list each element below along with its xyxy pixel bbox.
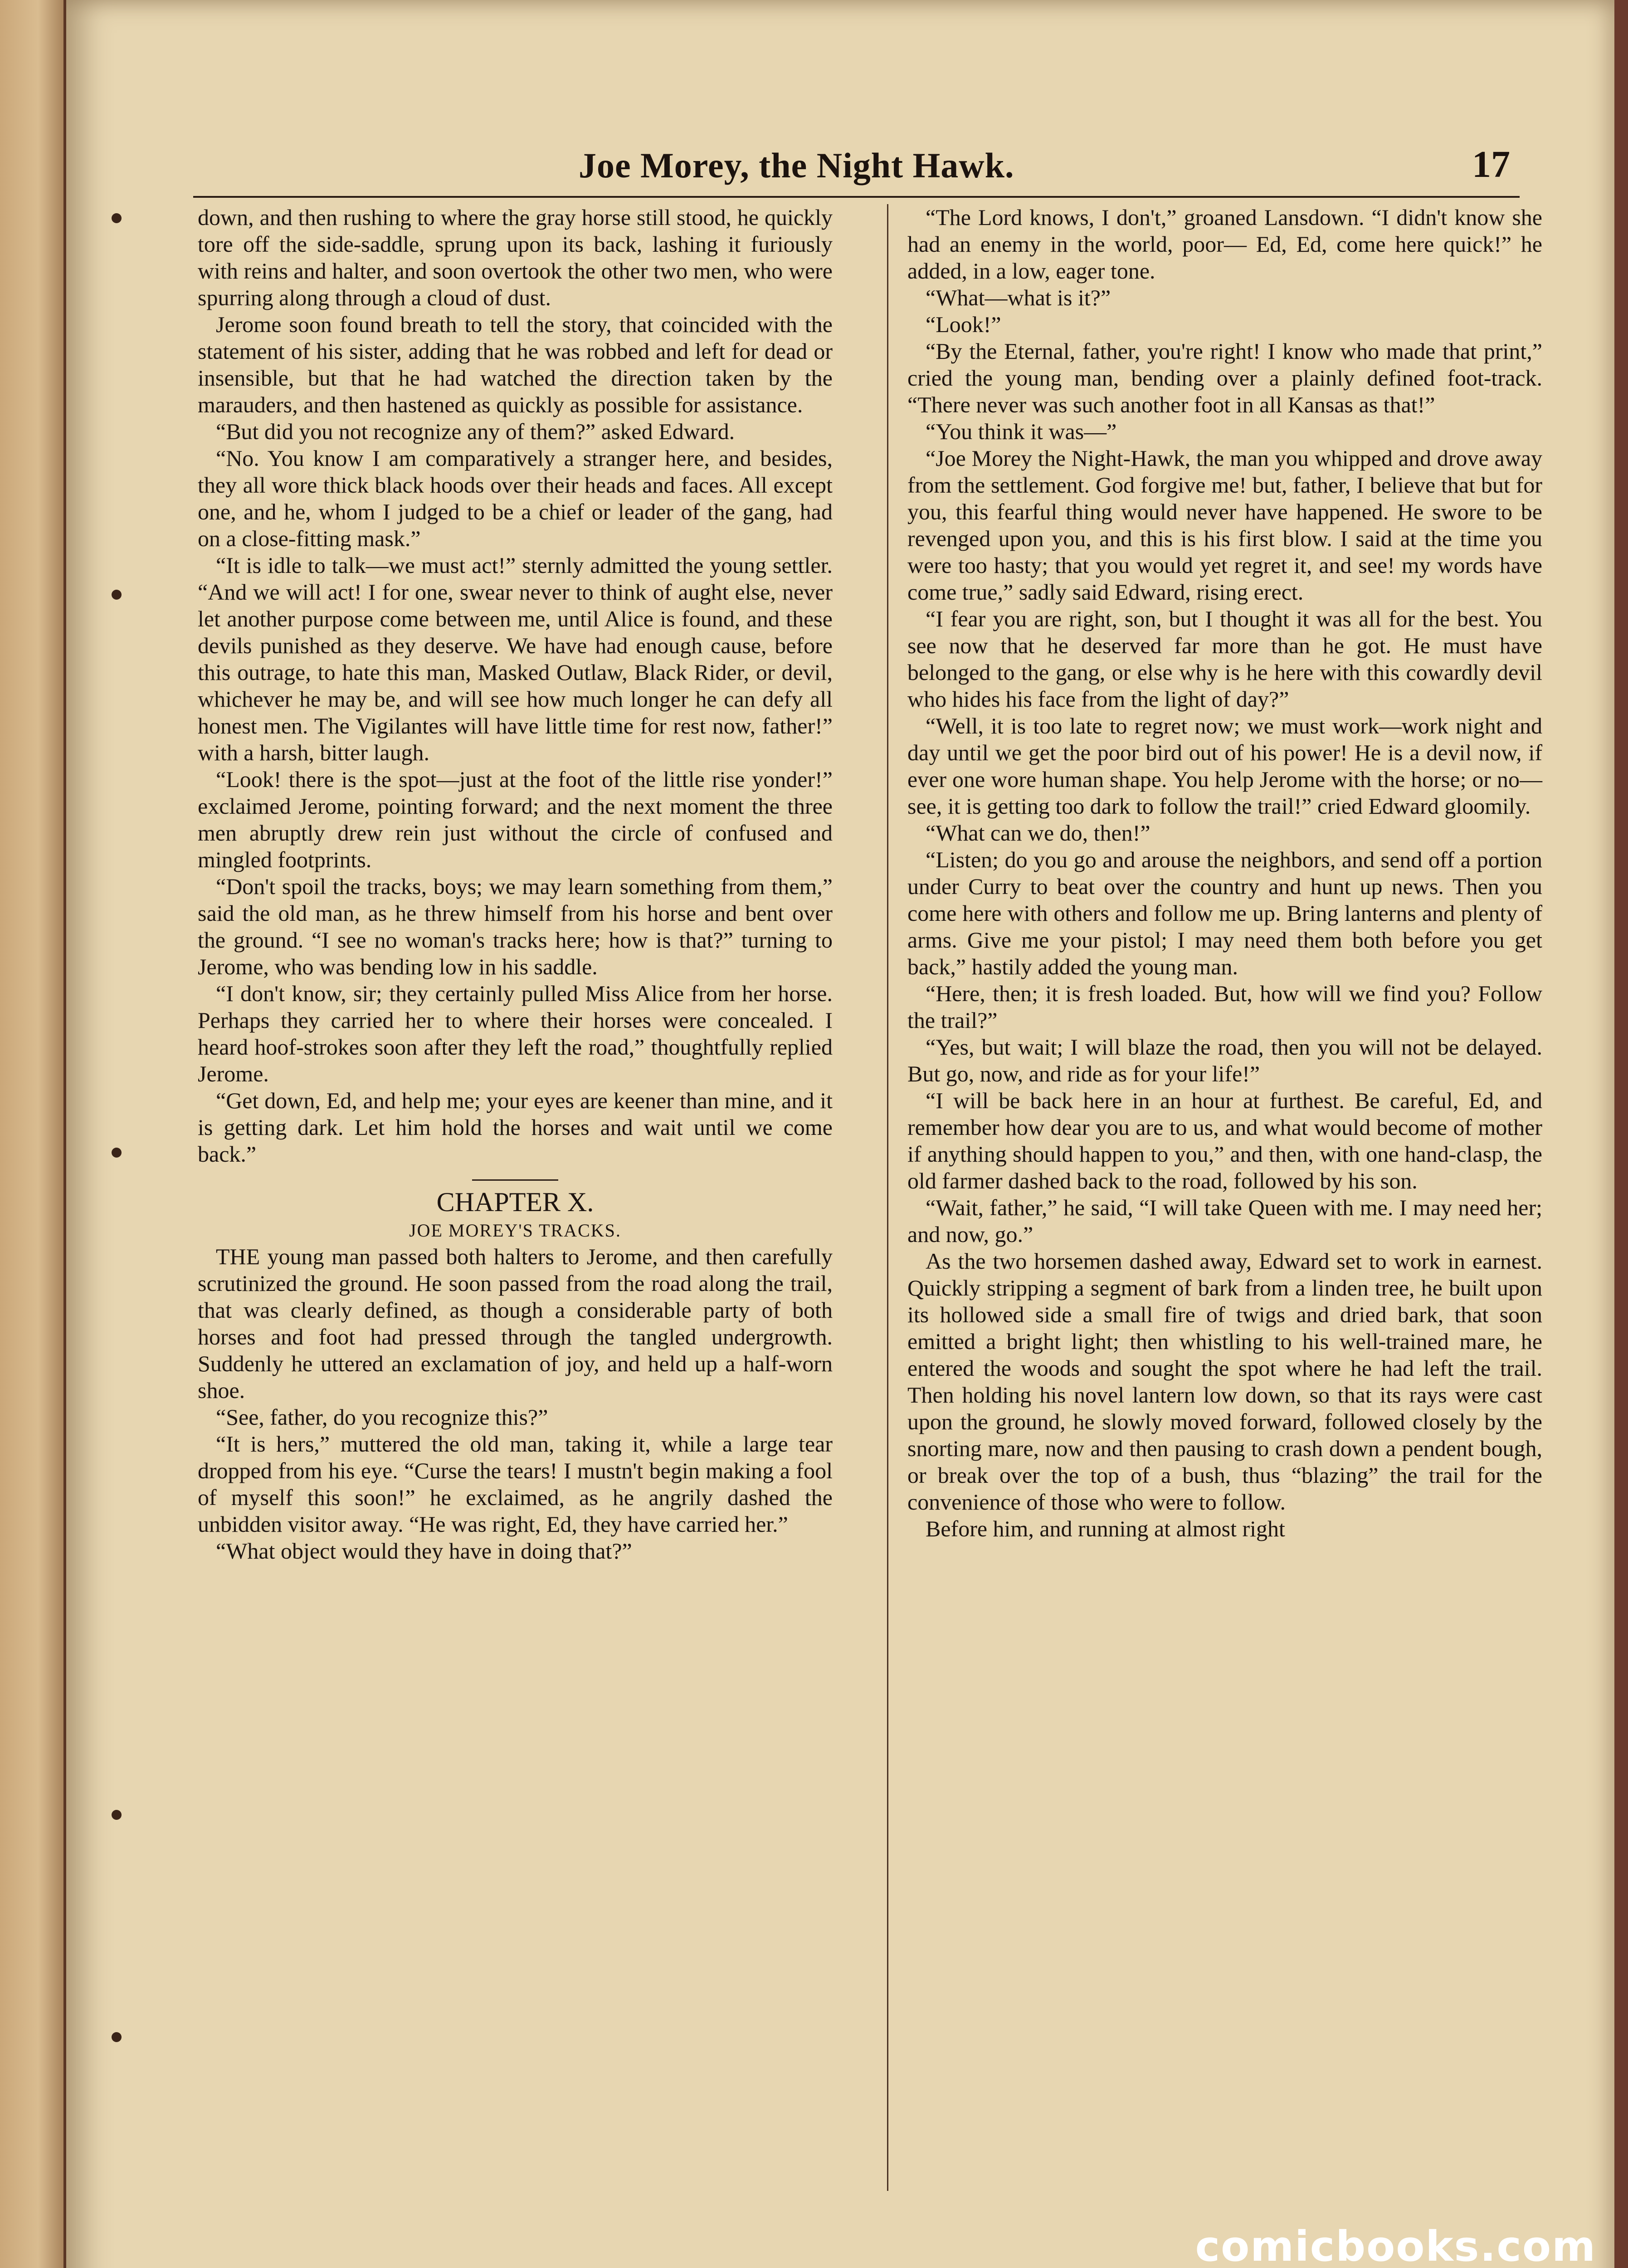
page-number: 17 bbox=[1472, 143, 1510, 186]
paragraph: “It is hers,” muttered the old man, taking it, while a large tear dropped from his eye. “Curse the tears! I mustn't begin making a fool of myself this soon!” he exclaimed, as he angrily dashed the unbidden visitor away. “He was right, Ed, they have carried her.” bbox=[198, 1431, 833, 1537]
paragraph: “What—what is it?” bbox=[926, 285, 1111, 310]
paragraph: “By the Eternal, father, you're right! I know who made that print,” cried the young man, bending over a plainly defined foot-track. “There never was such another foot in all Kansas as that!” bbox=[907, 338, 1542, 417]
paragraph: Jerome soon found breath to tell the story, that coincided with the statement of his sister, adding that he was robbed and left for dead or insensible, but that he had watched the direction taken by the marauders, and then hastened as quickly as possible for assistance. bbox=[198, 312, 833, 417]
paragraph: “Well, it is too late to regret now; we must work—work night and day until we get the poor bird out of his power! He is a devil now, if ever one wore human shape. You help Jerome with the horse; or no—see, it is getting too dark to follow the trail!” cried Edward gloomily. bbox=[907, 713, 1542, 819]
binding-stitch bbox=[112, 1148, 122, 1158]
chapter-title: CHAPTER X. bbox=[436, 1187, 594, 1217]
paragraph: “Here, then; it is fresh loaded. But, how will we find you? Follow the trail?” bbox=[907, 981, 1542, 1033]
page-header bbox=[66, 136, 1614, 200]
paragraph: “But did you not recognize any of them?” asked Edward. bbox=[216, 419, 735, 444]
paragraph: “Look!” bbox=[926, 312, 1001, 337]
paragraph: “You think it was—” bbox=[926, 419, 1117, 444]
paragraph: down, and then rushing to where the gray horse still stood, he quickly tore off the side-saddle, sprung upon its back, lashing it furiously with reins and halter, and soon overtook the other two men, who were spurring along through a cloud of dust. bbox=[198, 205, 833, 310]
paragraph: “No. You know I am comparatively a stranger here, and besides, they all wore thick black hoods over their heads and faces. All except one, and he, whom I judged to be a chief or leader of the gang, had on a close-fitting mask.” bbox=[198, 445, 833, 551]
paragraph: “See, father, do you recognize this?” bbox=[216, 1404, 548, 1430]
binding-stitch bbox=[112, 1810, 122, 1820]
paragraph: “Joe Morey the Night-Hawk, the man you whipped and drove away from the settlement. God forgive me! but, father, I believe that but for you, this fearful thing would never have happened. He swore to be revenged upon you, and this is his first blow. I said at the time you were too hasty; that you would yet regret it, and see! my words have come true,” sadly said Edward, rising erect. bbox=[907, 445, 1542, 605]
paragraph: “Listen; do you go and arouse the neighbors, and send off a portion under Curry to beat over the country and hunt up news. Then you come here with others and follow me up. Bring lanterns and plenty of arms. Give me your pistol; I may need them both before you get back,” hastily added the young man. bbox=[907, 847, 1542, 979]
paragraph: “Yes, but wait; I will blaze the road, then you will not be delayed. But go, now, and ride as for your life!” bbox=[907, 1034, 1542, 1086]
paragraph: Before him, and running at almost right bbox=[926, 1516, 1285, 1541]
paragraph: “I fear you are right, son, but I thought it was all for the best. You see now that he deserved far more than he got. He must have belonged to the gang, or else why is he here with this cowardly devil who hides his face from the light of day?” bbox=[907, 606, 1542, 712]
column-divider bbox=[887, 204, 888, 2191]
paragraph: “I don't know, sir; they certainly pulled Miss Alice from her horse. Perhaps they carried her to where their horses were concealed. I heard hoof-strokes soon after they left the road,” thoughtfully replied Jerome. bbox=[198, 981, 833, 1086]
left-column bbox=[198, 204, 833, 2200]
running-title: Joe Morey, the Night Hawk. bbox=[579, 146, 1014, 185]
binding-stitch bbox=[112, 2032, 122, 2042]
binding-stitch bbox=[112, 213, 122, 223]
chapter-rule bbox=[472, 1179, 558, 1181]
paragraph: “I will be back here in an hour at furthest. Be careful, Ed, and remember how dear you are to us, and what would become of mother if anything should happen to you,” and then, with one hand-clasp, the old farmer dashed back to the road, followed by his son. bbox=[907, 1088, 1542, 1193]
paragraph: “Get down, Ed, and help me; your eyes are keener than mine, and it is getting dark. Let him hold the horses and wait until we come back.” bbox=[198, 1088, 833, 1167]
paragraph: “What can we do, then!” bbox=[926, 820, 1150, 846]
binding-stitch bbox=[112, 590, 122, 600]
paragraph: “The Lord knows, I don't,” groaned Lansdown. “I didn't know she had an enemy in the world, poor— Ed, Ed, come here quick!” he added, in a low, eager tone. bbox=[907, 205, 1542, 284]
paragraph: “It is idle to talk—we must act!” sternly admitted the young settler. “And we will act! I for one, swear never to think of aught else, never let another purpose come between me, until Alice is found, and these devils punished as they deserve. We have had enough cause, before this outrage, to hate this man, Masked Outlaw, Black Rider, or devil, whichever he may be, and will see how much longer he can defy all honest men. The Vigilantes will have little time for rest now, father!” with a harsh, bitter laugh. bbox=[198, 552, 833, 765]
paragraph: THE young man passed both halters to Jerome, and then carefully scrutinized the ground. He soon passed from the road along the trail, that was clearly defined, as though a considerable party of both horses and foot had pressed through the tangled undergrowth. Suddenly he uttered an exclamation of joy, and held up a half-worn shoe. bbox=[198, 1244, 833, 1403]
right-column bbox=[907, 204, 1542, 2200]
paragraph: As the two horsemen dashed away, Edward set to work in earnest. Quickly stripping a segment of bark from a linden tree, he built upon its hollowed side a small fire of twigs and dried bark, that soon emitted a bright light; then whistling to his well-trained mare, he entered the woods and sought the spot where he had left the trail. Then holding his novel lantern low down, so that its rays were cast upon the ground, he slowly moved forward, followed closely by the snorting mare, now and then pausing to crash down a pendent bough, or break over the top of a bush, thus “blazing” the trail for the convenience of those who were to follow. bbox=[907, 1248, 1542, 1515]
chapter-subtitle: JOE MOREY'S TRACKS. bbox=[409, 1220, 621, 1241]
book-page bbox=[66, 0, 1614, 2268]
paragraph: “Wait, father,” he said, “I will take Queen with me. I may need her; and now, go.” bbox=[907, 1195, 1542, 1247]
paragraph: “What object would they have in doing that?” bbox=[216, 1538, 632, 1564]
paragraph: “Don't spoil the tracks, boys; we may learn something from them,” said the old man, as he threw himself from his horse and bent over the ground. “I see no woman's tracks here; how is that?” turning to Jerome, who was bending low in his saddle. bbox=[198, 874, 833, 979]
left-page-edge bbox=[0, 0, 66, 2268]
paragraph: “Look! there is the spot—just at the foot of the little rise yonder!” exclaimed Jerome, pointing forward; and the next moment the three men abruptly drew rein just without the circle of confused and mingled footprints. bbox=[198, 767, 833, 872]
header-rule bbox=[193, 196, 1520, 198]
watermark-logo: comicbooks.com bbox=[1195, 2222, 1596, 2268]
